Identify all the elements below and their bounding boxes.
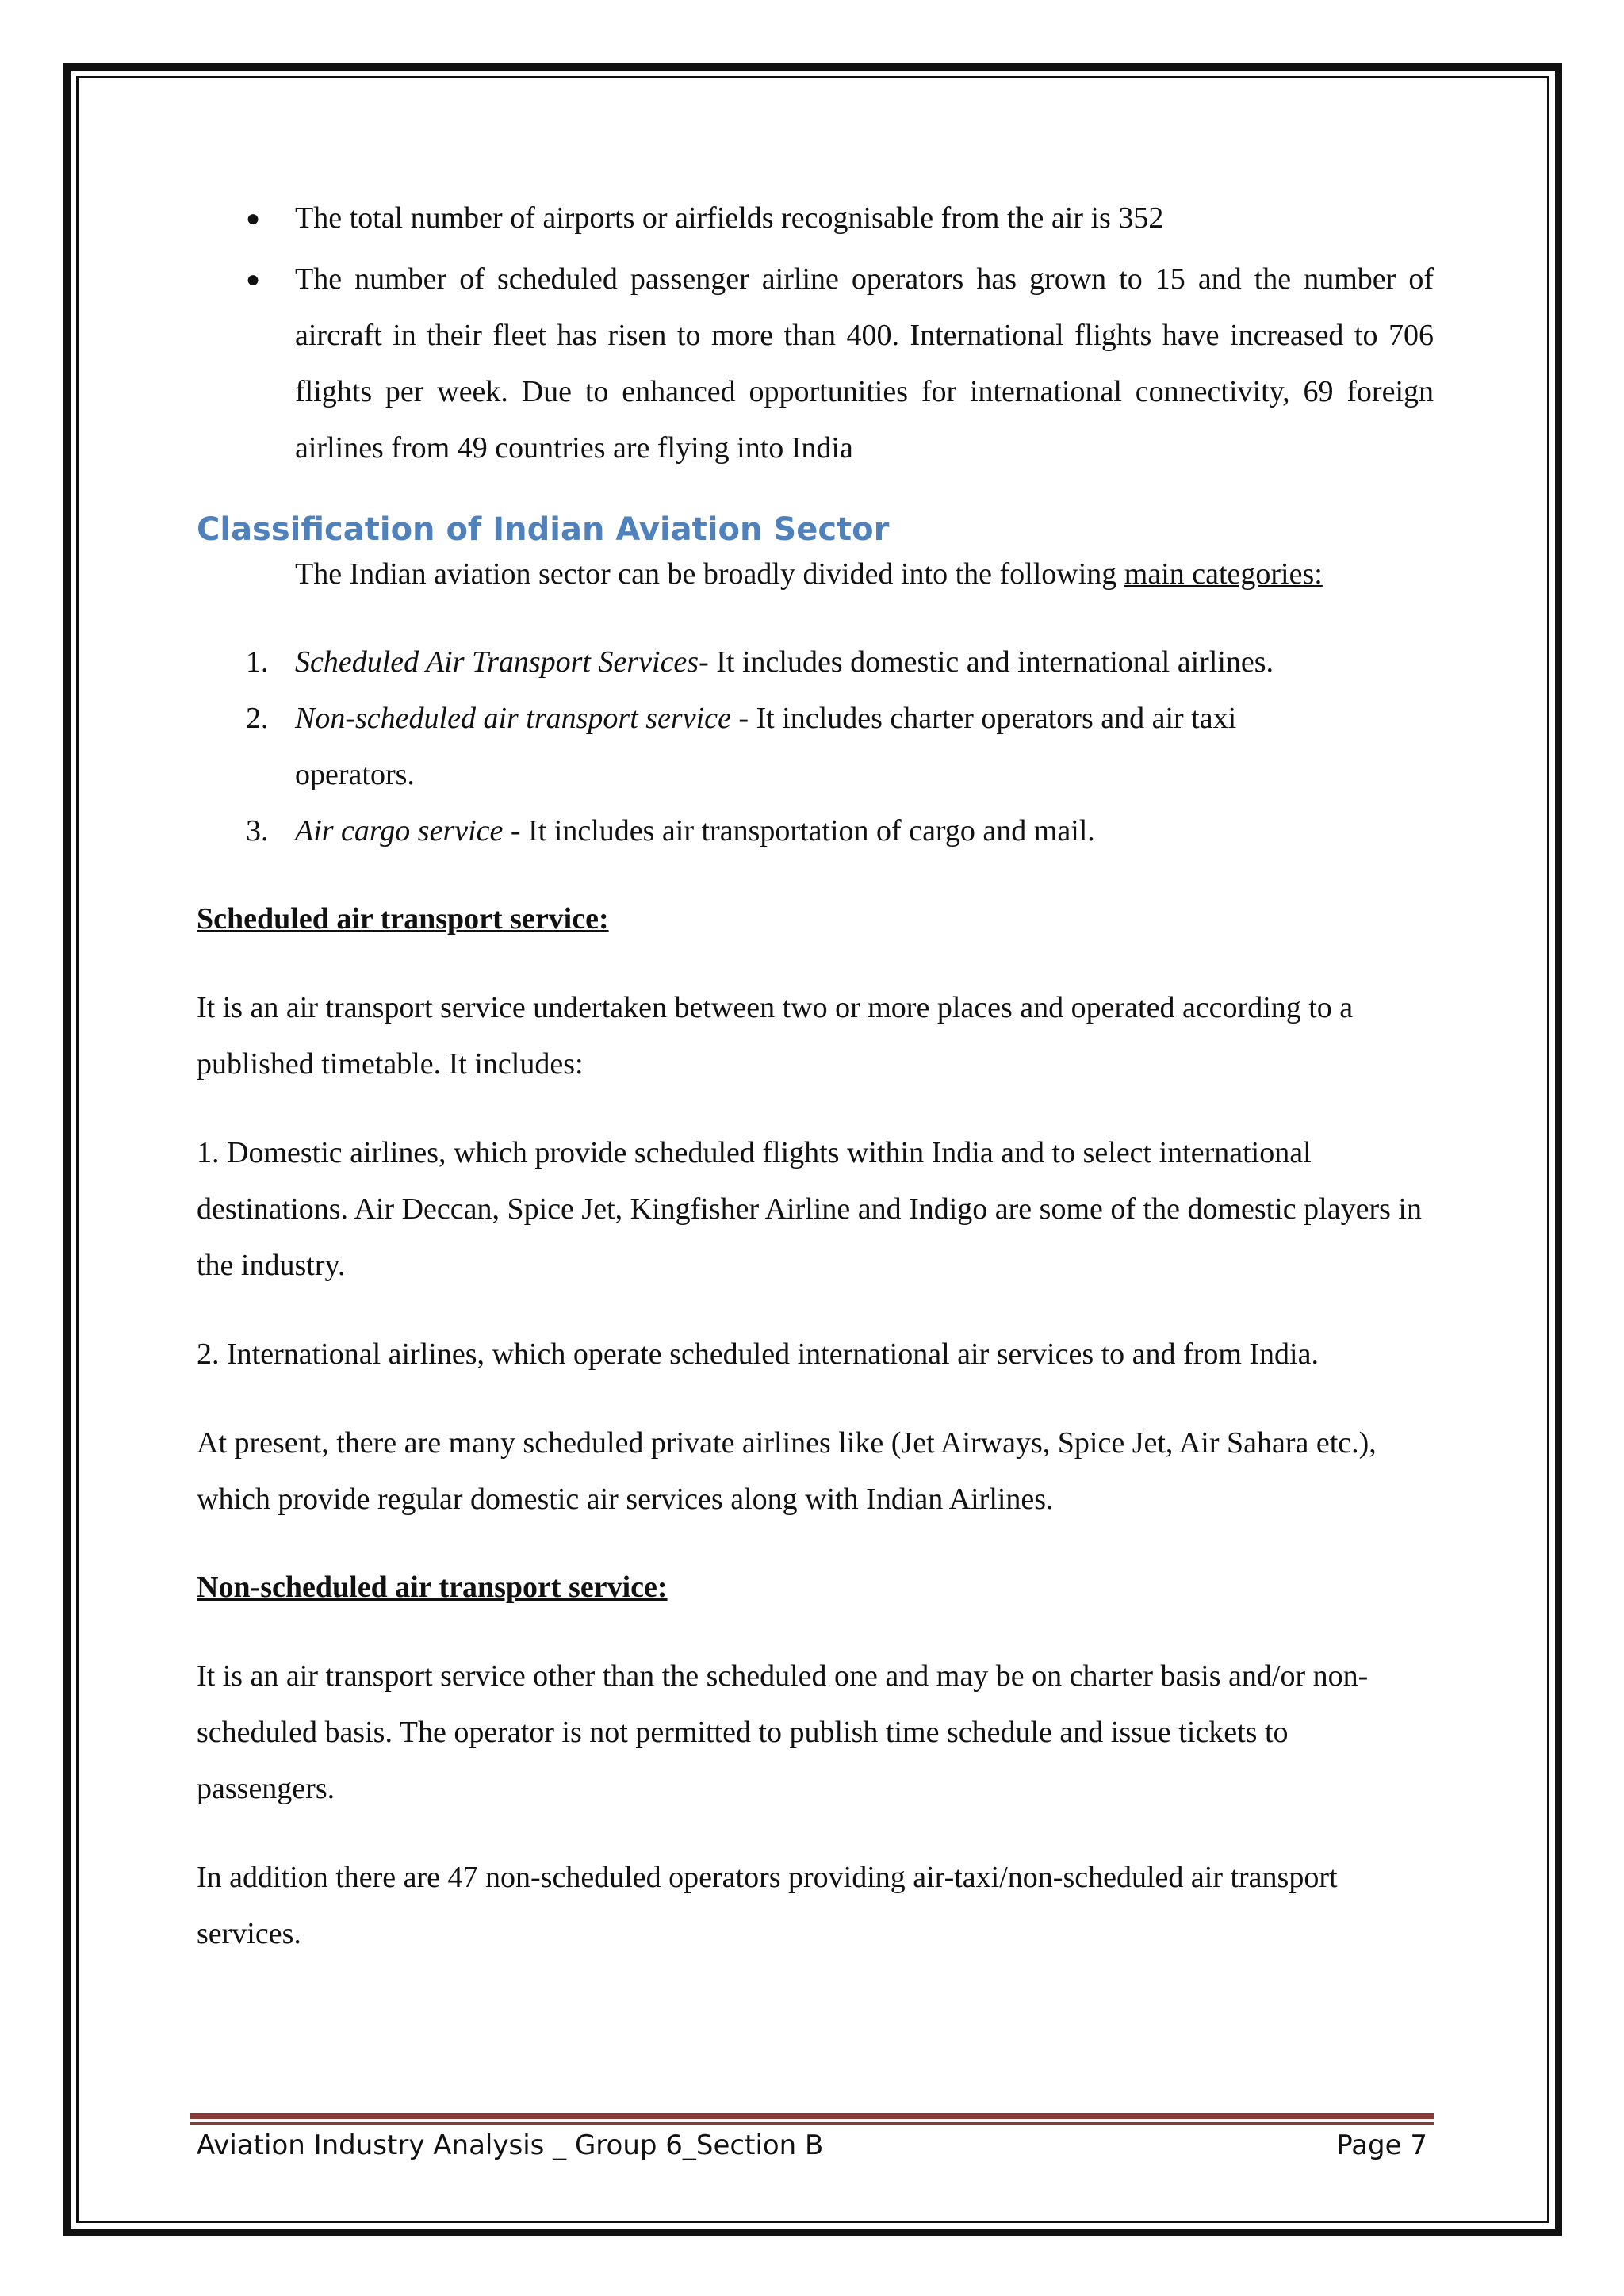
category-item — [197, 803, 1434, 859]
page-content — [197, 190, 1434, 1962]
classification-intro — [197, 546, 1434, 603]
category-description: - It includes charter operators and air taxi operators. — [295, 702, 1237, 791]
bullet-dot-icon: ● — [246, 205, 261, 232]
category-item — [197, 691, 1434, 803]
footer-title: Aviation Industry Analysis _ Group 6_Section B — [197, 2130, 824, 2161]
bullet-dot-icon: ● — [246, 266, 261, 293]
private-airlines-paragraph: At present, there are many scheduled private airlines like (Jet Airways, Spice Jet, Air Sahara etc.), which provide regular domestic air services along with Indian Airlines. — [197, 1426, 1377, 1516]
nonscheduled-paragraph: It is an air transport service other than the scheduled one and may be on charter basis and/or non-scheduled basis. The operator is not permitted to publish time schedule and issue tickets to passengers. — [197, 1659, 1369, 1805]
scheduled-heading: Scheduled air transport service: — [197, 902, 609, 936]
category-item — [197, 634, 1434, 691]
category-number: 3. — [246, 814, 269, 848]
footer-rule-thin — [190, 2122, 1434, 2125]
category-title: Non-scheduled air transport service — [295, 702, 731, 735]
scheduled-paragraph: It is an air transport service undertaken between two or more places and operated according to a published timetable. It includes: — [197, 991, 1354, 1081]
page-number: Page 7 — [1336, 2130, 1427, 2161]
fact-bullets — [197, 190, 1434, 476]
classification-intro-text: The Indian aviation sector can be broadly divided into the following — [295, 557, 1124, 591]
main-categories-text: main categories: — [1124, 557, 1323, 591]
bullet-item — [197, 251, 1434, 476]
page-footer — [197, 2130, 1427, 2161]
category-number: 2. — [246, 702, 269, 735]
category-title: Air cargo service — [295, 814, 504, 848]
nonscheduled-operators-paragraph: In addition there are 47 non-scheduled operators providing air-taxi/non-scheduled air transport services. — [197, 1861, 1338, 1950]
bullet-item — [197, 190, 1434, 247]
domestic-airlines-paragraph: 1. Domestic airlines, which provide scheduled flights within India and to select international destinations. Air Deccan, Spice Jet, Kingfisher Airline and Indigo are some of the domestic players in the industry. — [197, 1136, 1422, 1282]
category-description: - It includes domestic and international airlines. — [699, 645, 1274, 679]
classification-heading: Classification of Indian Aviation Sector — [197, 511, 890, 548]
category-description: - It includes air transportation of cargo and mail. — [503, 814, 1095, 848]
category-number: 1. — [246, 645, 269, 679]
international-airlines-paragraph: 2. International airlines, which operate scheduled international air services to and from India. — [197, 1337, 1319, 1371]
bullet-text: The total number of airports or airfields recognisable from the air is 352 — [295, 201, 1164, 235]
category-title: Scheduled Air Transport Services — [295, 645, 699, 679]
category-list — [197, 634, 1434, 859]
bullet-text: The number of scheduled passenger airline operators has grown to 15 and the number of aircraft in their fleet has risen to more than 400. International flights have increased to 706 flights per week. Due to enhanced opportunities for international connectivity, 69 foreign airlines from 49 countries are flying into India — [295, 262, 1434, 465]
nonscheduled-heading: Non-scheduled air transport service: — [197, 1571, 668, 1604]
footer-rule — [190, 2113, 1434, 2119]
